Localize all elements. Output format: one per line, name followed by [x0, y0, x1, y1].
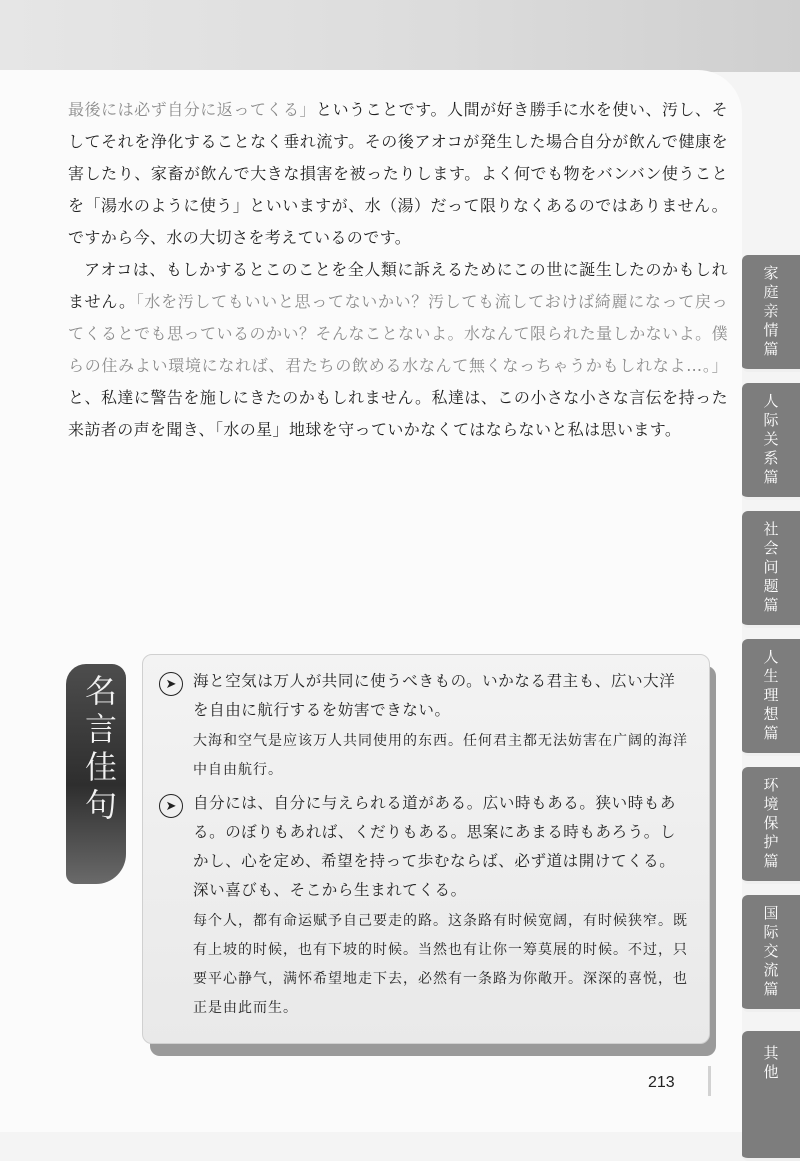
top-band: [0, 0, 800, 72]
quote-japanese: 自分には、自分に与えられる道がある。広い時もある。狭い時もある。のぼりもあれば、くだりもある。思案にあまる時もあろう。しかし、心を定め、希望を持って歩むならば、必ず道は開けてくる。深い喜びも、そこから生まれてくる。: [193, 794, 677, 899]
tab-environment[interactable]: [742, 767, 800, 884]
paragraph-text: ということです。人間が好き勝手に水を使い、汚し、そしてそれを浄化することなく垂れ流す。その後アオコが発生した場合自分が飲んで健康を害したり、家畜が飲んで大きな損害を被ったりします。よく何でも物をバンバン使うことを「湯水のように使う」といいますが、水（湯）だって限りなくあるのではありません。ですから今、水の大切さを考えているのです。: [68, 100, 728, 247]
tab-label: 人生理想篇: [761, 648, 780, 744]
tab-label: 社会问题篇: [761, 520, 780, 616]
calligraphy-text: 名言佳句: [80, 674, 118, 826]
quote-chinese: 大海和空气是应该万人共同使用的东西。任何君主都无法妨害在广阔的海洋中自由航行。: [193, 733, 688, 778]
paragraph-2: [68, 254, 728, 446]
gutter-line: [708, 1066, 711, 1096]
quote-japanese: 海と空気は万人が共同に使うべきもの。いかなる君主も、広い大洋を自由に航行するを妨害できない。: [193, 672, 676, 719]
body-text: [68, 94, 728, 446]
quote-chinese: 每个人，都有命运赋予自己要走的路。这条路有时候宽阔，有时候狭窄。既有上坡的时候，也有下坡的时候。当然也有让你一筹莫展的时候。不过，只要平心静气，满怀希望地走下去，必然有一条路为你敞开。深深的喜悦，也正是由此而生。: [193, 913, 688, 1016]
quote-box: [142, 654, 710, 1044]
paragraph-text: と、私達に警告を施しにきたのかもしれません。私達は、この小さな小さな言伝を持った来訪者の声を聞き、「水の星」地球を守っていかなくてはならないと私は思います。: [68, 388, 728, 439]
tab-relationships[interactable]: [742, 383, 800, 500]
quote-item: [161, 789, 689, 1023]
tab-label: 家庭亲情篇: [761, 264, 780, 360]
tab-label: 环境保护篇: [761, 776, 780, 872]
page-number: 213: [648, 1074, 675, 1091]
quote-fragment: 最後には必ず自分に返ってくる」: [68, 100, 317, 119]
tab-social-issues[interactable]: [742, 511, 800, 628]
paragraph-text: アオコは、もしかするとこのことを全人類に訴えるためにこの世に誕生したのかもしれません。: [68, 260, 728, 311]
tab-label: 国际交流篇: [761, 904, 780, 1000]
calligraphy-label: [66, 664, 126, 884]
paragraph-1: [68, 94, 728, 254]
tab-life-ideals[interactable]: [742, 639, 800, 756]
arrow-icon: ➤: [159, 672, 183, 696]
tab-international[interactable]: [742, 895, 800, 1012]
quote-fragment: 「水を汚してもいいと思ってないかい？汚しても流しておけば綺麗になって戻ってくるとでも思っているのかい？そんなことないよ。水なんて限られた量しかないよ。僕らの住みよい環境になれば、君たちの飲める水なんて無くなっちゃうかもしれなよ…。」: [68, 292, 729, 375]
tab-label: 其他: [761, 1045, 780, 1083]
tab-other[interactable]: [742, 1031, 800, 1161]
tab-label: 人际关系篇: [761, 392, 780, 488]
arrow-icon: ➤: [159, 794, 183, 818]
quote-item: [161, 667, 689, 785]
tab-family[interactable]: [742, 255, 800, 372]
